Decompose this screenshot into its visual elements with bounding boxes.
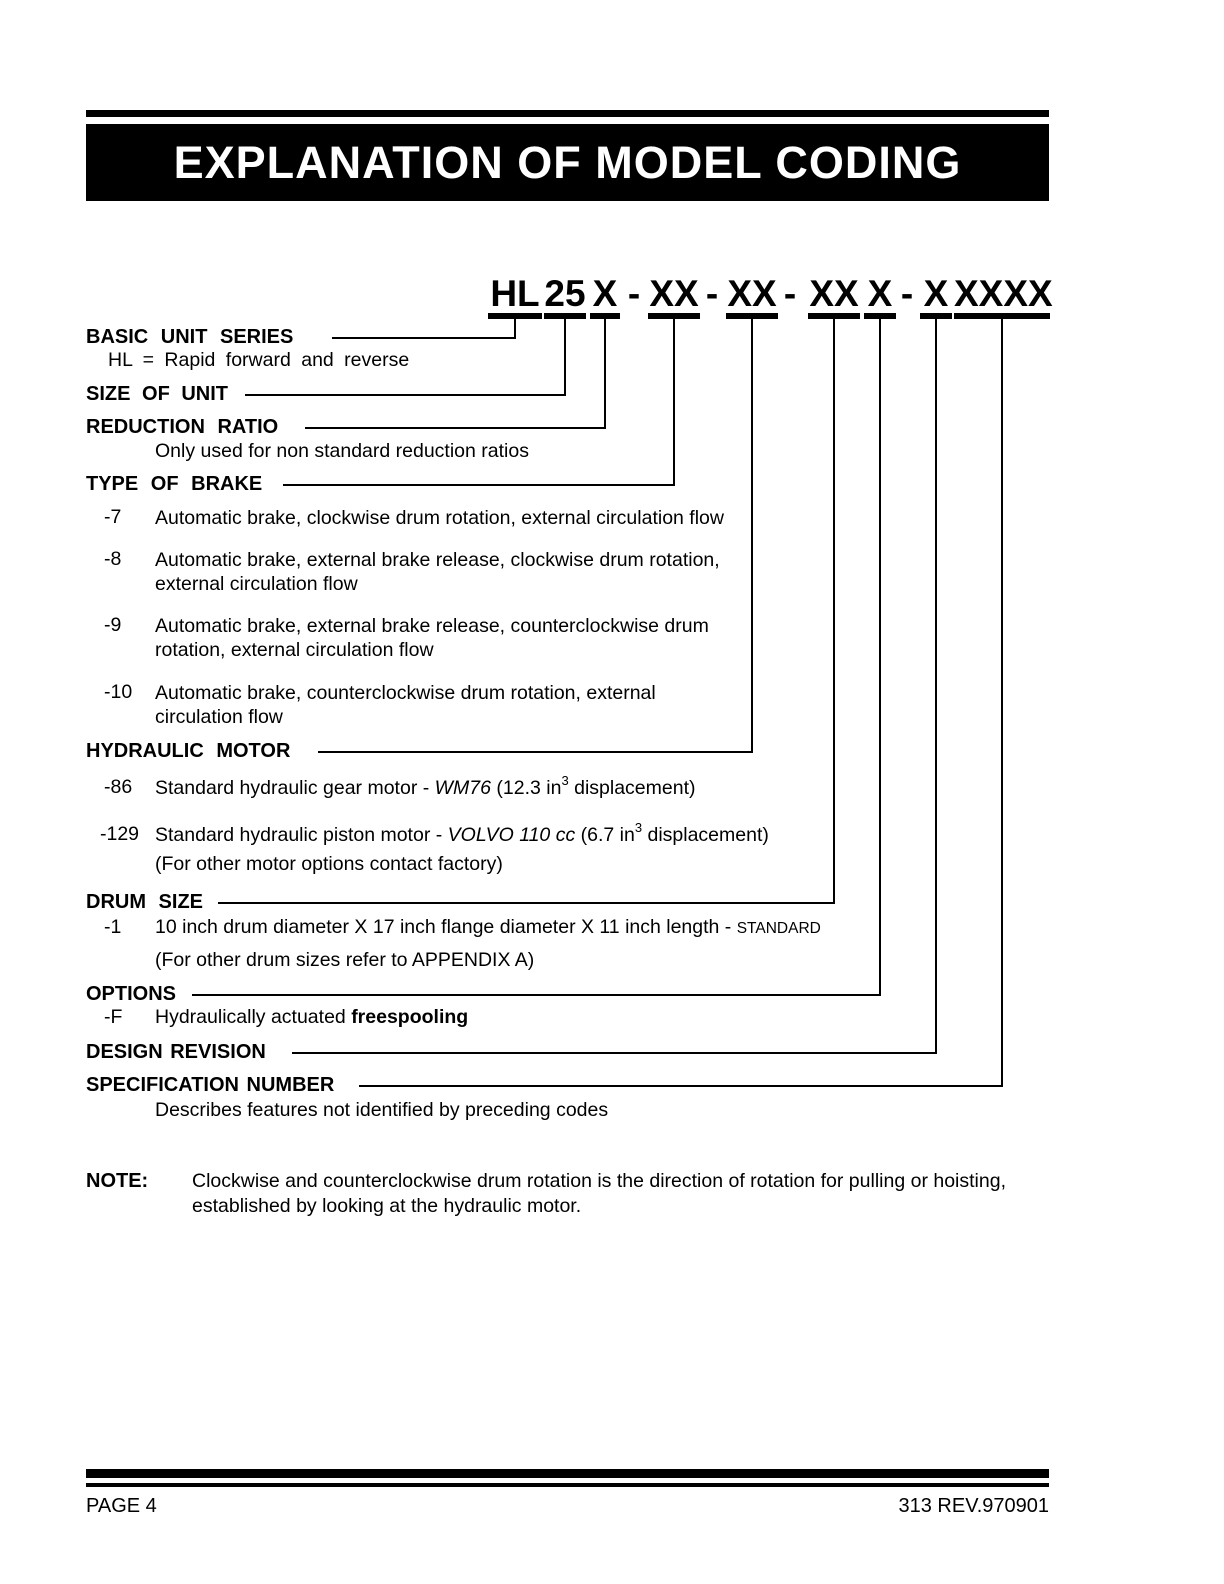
section-heading-options: OPTIONS — [86, 983, 177, 1005]
brake-item-text — [155, 548, 720, 596]
section-heading-basic-unit-series: BASIC UNIT SERIES — [86, 326, 294, 348]
drum-desc: 10 inch drum diameter X 17 inch flange diameter X 11 inch length - — [155, 916, 737, 938]
model-code-group-specification: XXXX — [954, 273, 1050, 319]
options-item-text — [155, 1006, 468, 1029]
motor-item-code: -86 — [104, 776, 133, 798]
model-code-group-reduction: X — [590, 273, 620, 319]
reduction-ratio-detail: Only used for non standard reduction ratios — [155, 440, 529, 462]
motor-note: (For other motor options contact factory) — [155, 853, 503, 875]
brake-item-line: Automatic brake, external brake release, clockwise drum rotation, — [155, 549, 720, 571]
motor-displacement: (6.7 in — [575, 824, 635, 846]
drum-note: (For other drum sizes refer to APPENDIX A) — [155, 949, 535, 971]
footer-revision: 313 REV.970901 — [898, 1495, 1049, 1517]
footer-rule-thin — [86, 1483, 1049, 1487]
brake-item-line: Automatic brake, clockwise drum rotation, external circulation flow — [155, 507, 724, 529]
page-title: EXPLANATION OF MODEL CODING — [173, 136, 962, 188]
motor-model: VOLVO 110 cc — [447, 824, 576, 846]
brake-item-code: -7 — [104, 506, 122, 528]
section-heading-specification-number: SPECIFICATION NUMBER — [86, 1074, 335, 1096]
basic-unit-series-detail: HL = Rapid forward and reverse — [108, 349, 410, 371]
options-desc: Hydraulically actuated — [155, 1006, 352, 1028]
brake-item-code: -9 — [104, 614, 122, 636]
section-heading-size-of-unit: SIZE OF UNIT — [86, 383, 228, 405]
note-label: NOTE: — [86, 1170, 149, 1192]
motor-displacement-end: displacement) — [642, 824, 769, 846]
brake-item-text — [155, 681, 656, 729]
options-freespooling: freespooling — [351, 1006, 469, 1028]
motor-desc: Standard hydraulic gear motor - — [155, 777, 435, 799]
motor-model: WM76 — [434, 777, 491, 799]
leader-basic-unit-series — [332, 319, 515, 338]
brake-item-line: circulation flow — [155, 706, 283, 728]
motor-item-code: -129 — [100, 823, 140, 845]
motor-desc: Standard hydraulic piston motor - — [155, 824, 448, 846]
brake-item-text — [155, 506, 724, 530]
brake-item-text — [155, 614, 709, 662]
model-code-group-basic-series: HL — [488, 273, 542, 319]
drum-standard-tag: STANDARD — [736, 920, 821, 937]
footer-rule-thick — [86, 1469, 1049, 1478]
superscript: 3 — [634, 819, 643, 835]
drum-item-text — [155, 916, 821, 939]
brake-item-code: -8 — [104, 548, 122, 570]
options-item-code: -F — [104, 1006, 123, 1028]
section-heading-hydraulic-motor: HYDRAULIC MOTOR — [86, 740, 291, 762]
model-code-dash: - — [900, 273, 914, 314]
note-line: established by looking at the hydraulic motor. — [192, 1195, 582, 1217]
motor-item-text — [155, 772, 696, 800]
section-heading-type-of-brake: TYPE OF BRAKE — [86, 473, 263, 495]
model-code-group-brake: XX — [648, 273, 700, 319]
leader-reduction-ratio — [305, 319, 605, 428]
model-code-dash: - — [627, 273, 641, 314]
model-code-group-motor: XX — [726, 273, 778, 319]
footer-page-number: PAGE 4 — [86, 1495, 157, 1517]
motor-item-line — [155, 819, 769, 847]
motor-displacement: (12.3 in — [490, 777, 562, 799]
leader-drum-size — [218, 319, 834, 903]
brake-item-line: Automatic brake, external brake release, counterclockwise drum — [155, 615, 709, 637]
section-heading-design-revision: DESIGN REVISION — [86, 1041, 266, 1063]
specification-number-detail: Describes features not identified by preceding codes — [155, 1099, 609, 1121]
brake-item-line: Automatic brake, counterclockwise drum rotation, external — [155, 682, 656, 704]
model-code-group-options: X — [864, 273, 896, 319]
model-code-dash: - — [705, 273, 719, 314]
superscript: 3 — [561, 772, 569, 788]
brake-item-line: external circulation flow — [155, 573, 358, 595]
top-rule — [86, 110, 1049, 117]
section-heading-drum-size: DRUM SIZE — [86, 891, 203, 913]
motor-item-text — [155, 819, 769, 847]
brake-item-code: -10 — [104, 681, 133, 703]
section-heading-reduction-ratio: REDUCTION RATIO — [86, 416, 279, 438]
model-code-group-revision: X — [920, 273, 952, 319]
drum-item-code: -1 — [104, 916, 122, 938]
note-line: Clockwise and counterclockwise drum rotation is the direction of rotation for pulling or hoisting, — [192, 1170, 1006, 1192]
title-banner — [86, 124, 1049, 201]
brake-item-line: rotation, external circulation flow — [155, 639, 434, 661]
motor-displacement-end: displacement) — [568, 777, 696, 799]
note-text — [192, 1169, 1006, 1219]
model-code-group-size: 25 — [544, 273, 586, 319]
model-code-group-drum: XX — [808, 273, 860, 319]
model-code-dash: - — [783, 273, 797, 314]
motor-item-line — [155, 772, 696, 800]
